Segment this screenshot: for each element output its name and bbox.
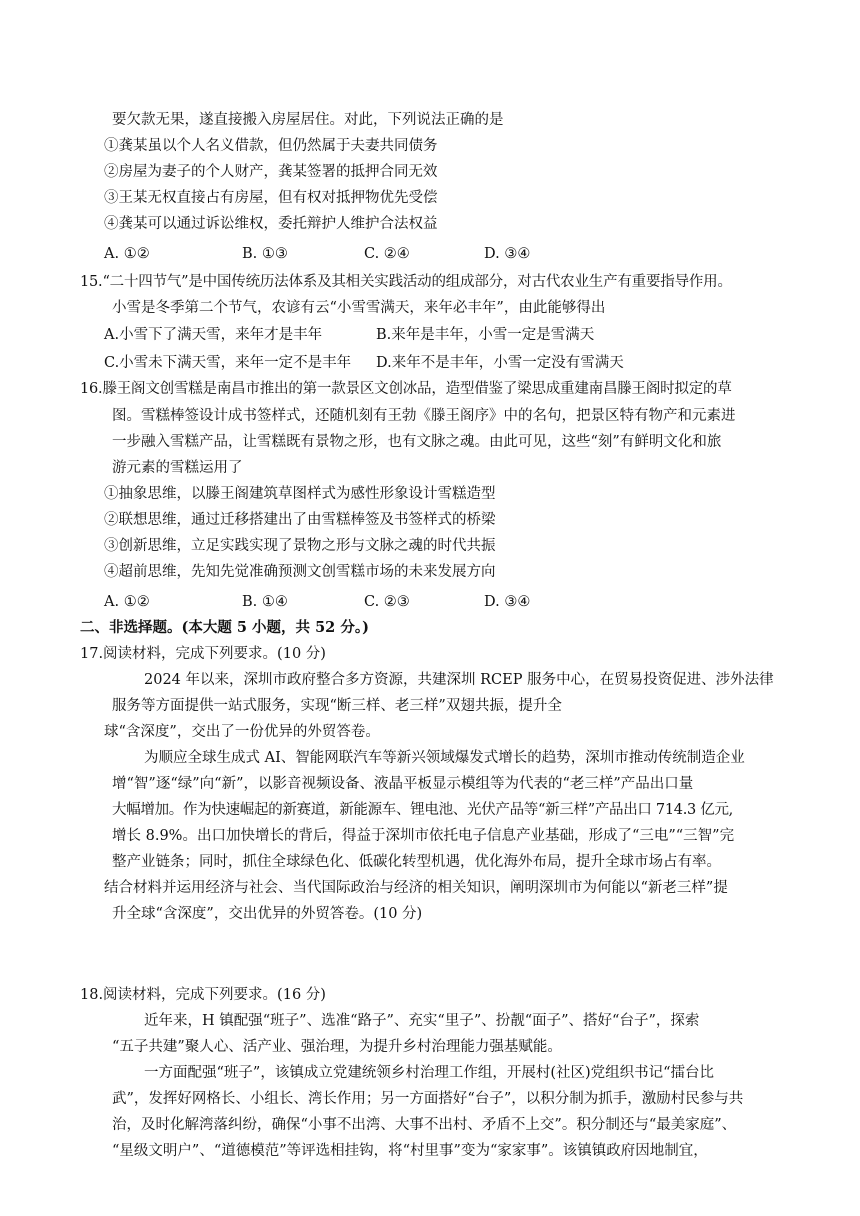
- section-heading: 二、非选择题。(本大题 5 小题，共 52 分。): [80, 619, 369, 636]
- q16-stem-line-2: 图。雪糕棒签设计成书签样式，还随机刻有王勃《滕王阁序》中的名句，把景区特有物产和元素进: [112, 408, 736, 424]
- q16-option-c: C. ②③: [364, 594, 410, 610]
- q14-item-4: ④龚某可以通过诉讼维权，委托辩护人维护合法权益: [104, 216, 438, 232]
- q17-para1-line-3: 球“含深度”，交出了一份优异的外贸答卷。: [104, 724, 380, 740]
- q16-option-a: A. ①②: [104, 594, 150, 610]
- q14-option-a: A. ①②: [104, 246, 150, 262]
- q14-option-c: C. ②④: [364, 246, 410, 262]
- q17-para2-line-1: 为顺应全球生成式 AI、智能网联汽车等新兴领域爆发式增长的趋势，深圳市推动传统制造企业: [144, 750, 745, 766]
- q18-para2-line-2: 武”，发挥好网格长、小组长、湾长作用；另一方面搭好“台子”，以积分制为抓手，激励村民参与共: [112, 1091, 744, 1107]
- q14-item-2: ②房屋为妻子的个人财产，龚某签署的抵押合同无效: [104, 164, 438, 180]
- q16-stem-line-4: 游元素的雪糕运用了: [112, 460, 243, 476]
- q14-option-d: D. ③④: [484, 246, 531, 262]
- q15-stem-line-2: 小雪是冬季第二个节气，农谚有云“小雪雪满天，来年必丰年”，由此能够得出: [112, 300, 606, 316]
- q15-option-c: C.小雪未下满天雪，来年一定不是丰年: [104, 355, 352, 371]
- q16-option-d: D. ③④: [484, 594, 531, 610]
- q17-para2-line-4: 增长 8.9%。出口加快增长的背后，得益于深圳市依托电子信息产业基础，形成了“三电”“三智”完: [112, 828, 735, 844]
- q18-para1-line-2: “五子共建”聚人心、活产业、强治理，为提升乡村治理能力强基赋能。: [112, 1039, 562, 1055]
- q14-option-b: B. ①③: [242, 246, 288, 262]
- q18-para2-line-3: 治，及时化解湾落纠纷，确保“小事不出湾、大事不出村、矛盾不上交”。积分制还与“最美家庭”、: [112, 1117, 737, 1133]
- q18-para1-line-1: 近年来，H 镇配强“班子”、选准“路子”、充实“里子”、扮靓“面子”、搭好“台子”，探索: [144, 1013, 700, 1029]
- q17-para2-line-2: 增“智”逐“绿”向“新”，以影音视频设备、液晶平板显示模组等为代表的“老三样”产品出口量: [112, 776, 694, 792]
- q18-title: 18.阅读材料，完成下列要求。(16 分): [80, 987, 326, 1003]
- q18-para2-line-1: 一方面配强“班子”，该镇成立党建统领乡村治理工作组，开展村(社区)党组织书记“擂台比: [144, 1065, 715, 1081]
- q16-item-1: ①抽象思维，以滕王阁建筑草图样式为感性形象设计雪糕造型: [104, 486, 496, 502]
- q14-item-3: ③王某无权直接占有房屋，但有权对抵押物优先受偿: [104, 190, 438, 206]
- q17-para1-line-2: 服务等方面提供一站式服务，实现“断三样、老三样”双翅共振，提升全: [112, 698, 562, 714]
- q16-item-3: ③创新思维，立足实践实现了景物之形与文脉之魂的时代共振: [104, 538, 496, 554]
- q17-title: 17.阅读材料，完成下列要求。(10 分): [80, 646, 326, 662]
- q14-stem-line: 要欠款无果，遂直接搬入房屋居住。对此，下列说法正确的是: [112, 112, 504, 128]
- q17-para2-line-5: 整产业链条；同时，抓住全球绿色化、低碳化转型机遇，优化海外布局，提升全球市场占有率。: [112, 854, 721, 870]
- q16-option-b: B. ①④: [242, 594, 288, 610]
- q15-option-d: D.来年不是丰年，小雪一定没有雪满天: [376, 355, 624, 371]
- q14-item-1: ①龚某虽以个人名义借款，但仍然属于夫妻共同债务: [104, 138, 438, 154]
- q15-option-b: B.来年是丰年，小雪一定是雪满天: [376, 327, 595, 343]
- q15-option-a: A.小雪下了满天雪，来年才是丰年: [104, 327, 323, 343]
- q17-para1-line-1: 2024 年以来，深圳市政府整合多方资源，共建深圳 RCEP 服务中心，在贸易投资促进、涉外法律: [144, 672, 774, 688]
- q17-task-line-1: 结合材料并运用经济与社会、当代国际政治与经济的相关知识，阐明深圳市为何能以“新老三样”提: [104, 880, 728, 896]
- q15-stem-line-1: 15.“二十四节气”是中国传统历法体系及其相关实践活动的组成部分，对古代农业生产有重要指导作用。: [80, 274, 732, 290]
- q18-para2-line-4: “星级文明户”、“道德模范”等评选相挂钩，将“村里事”变为“家家事”。该镇镇政府因地制宜，: [112, 1143, 708, 1159]
- q16-item-4: ④超前思维，先知先觉准确预测文创雪糕市场的未来发展方向: [104, 564, 496, 580]
- q16-stem-line-3: 一步融入雪糕产品，让雪糕既有景物之形，也有文脉之魂。由此可见，这些“刻”有鲜明文化和旅: [112, 434, 722, 450]
- q16-item-2: ②联想思维，通过迁移搭建出了由雪糕棒签及书签样式的桥梁: [104, 512, 496, 528]
- q17-para2-line-3: 大幅增加。作为快速崛起的新赛道，新能源车、锂电池、光伏产品等“新三样”产品出口 714.3 亿元,: [112, 802, 733, 818]
- q17-task-line-2: 升全球“含深度”，交出优异的外贸答卷。(10 分): [112, 906, 423, 922]
- q16-stem-line-1: 16.滕王阁文创雪糕是南昌市推出的第一款景区文创冰品，造型借鉴了梁思成重建南昌滕王阁时拟定的草: [80, 381, 732, 397]
